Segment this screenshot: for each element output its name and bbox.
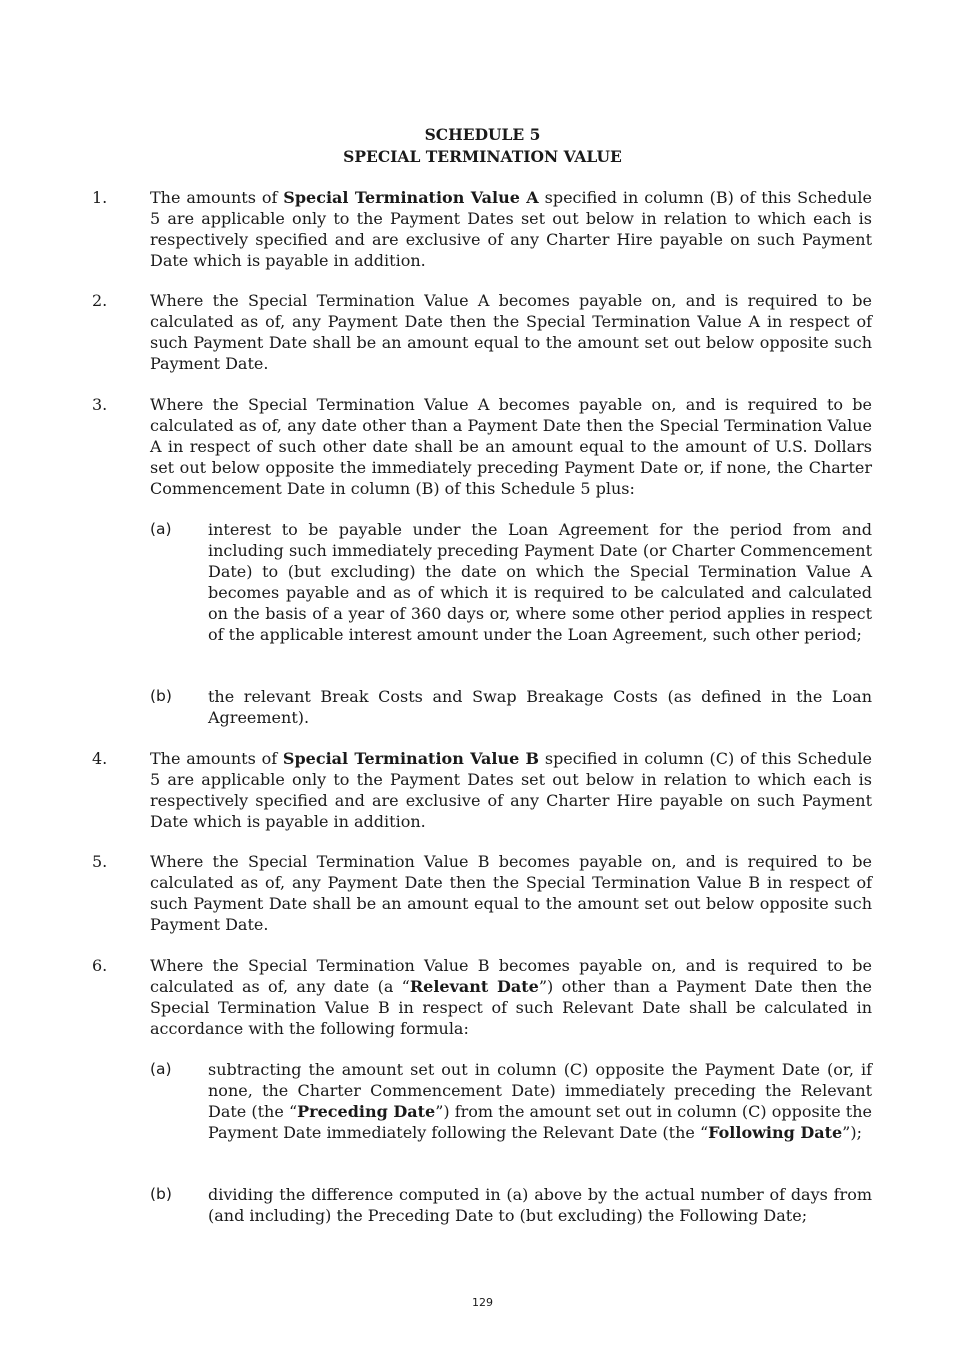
subclause-label: (a) <box>150 520 172 538</box>
clause-1-text: The amounts of Special Termination Value A specified in column (B) of this Schedule 5 are applicable only to the Payment Dates set out below in relation to which each is respectively specified and are exclusive of any Charter Hire payable on such Payment Date which is payable in addition. <box>150 188 872 270</box>
clause-4-text: The amounts of Special Termination Value B specified in column (C) of this Schedule 5 are applicable only to the Payment Dates set out below in relation to which each is respectively specified and are exclusive of any Charter Hire payable on such Payment Date which is payable in addition. <box>150 749 872 831</box>
defined-term: Special Termination Value A <box>283 188 539 207</box>
clause-6a-text: subtracting the amount set out in column (C) opposite the Payment Date (or, if none, the Charter Commencement Date) immediately preceding the Relevant Date (the “Preceding Date”) from the amount set out in column (C) opposite the Payment Date immediately following the Relevant Date (the “Following Date”); <box>208 1060 873 1142</box>
clause-2-text: Where the Special Termination Value A becomes payable on, and is required to be calculated as of, any Payment Date then the Special Termination Value A in respect of such Payment Date shall be an amount equal to the amount set out below opposite such Payment Date. <box>150 291 872 373</box>
subclause-label: (a) <box>150 1060 172 1078</box>
clause-number: 5. <box>92 852 108 871</box>
clause-number: 1. <box>92 188 108 207</box>
defined-term: Special Termination Value B <box>282 749 540 768</box>
subclause-label: (b) <box>150 687 172 705</box>
schedule-title: SCHEDULE 5 <box>424 125 541 144</box>
clause-3b-text: the relevant Break Costs and Swap Breakage Costs (as defined in the Loan Agreement). <box>208 687 872 727</box>
clause-number: 3. <box>92 395 108 414</box>
clause-6-text: Where the Special Termination Value B becomes payable on, and is required to be calculated as of, any date (a “Relevant Date”) other than a Payment Date then the Special Termination Value B in respect of such Relevant Date shall be calculated in accordance with the following formula: <box>150 956 872 1038</box>
clause-number: 6. <box>92 956 108 975</box>
defined-term: Relevant Date <box>409 977 539 996</box>
clause-5-text: Where the Special Termination Value B becomes payable on, and is required to be calculated as of, any Payment Date then the Special Termination Value B in respect of such Payment Date shall be an amount equal to the amount set out below opposite such Payment Date. <box>150 852 872 934</box>
defined-term: Following Date <box>708 1123 843 1142</box>
clause-number: 2. <box>92 291 108 310</box>
defined-term: Preceding Date <box>297 1102 436 1121</box>
clause-3a-text: interest to be payable under the Loan Agreement for the period from and including such immediately preceding Payment Date (or Charter Commencement Date) to (but excluding) the date on which the Special Termination Value A becomes payable and as of which it is required to be calculated and calculated on the basis of a year of 360 days or, where some other period applies in respect of the applicable interest amount under the Loan Agreement, such other period; <box>208 520 872 644</box>
clause-3-text: Where the Special Termination Value A becomes payable on, and is required to be calculated as of, any date other than a Payment Date then the Special Termination Value A in respect of such other date shall be an amount equal to the amount of U.S. Dollars set out below opposite the immediately preceding Payment Date or, if none, the Charter Commencement Date in column (B) of this Schedule 5 plus: <box>150 395 872 498</box>
schedule-subtitle: SPECIAL TERMINATION VALUE <box>343 147 622 166</box>
page-number: 129 <box>472 1296 493 1309</box>
clause-number: 4. <box>92 749 108 768</box>
clause-6b-text: dividing the difference computed in (a) above by the actual number of days from (and including) the Preceding Date to (but excluding) the Following Date; <box>208 1185 872 1225</box>
subclause-label: (b) <box>150 1185 172 1203</box>
